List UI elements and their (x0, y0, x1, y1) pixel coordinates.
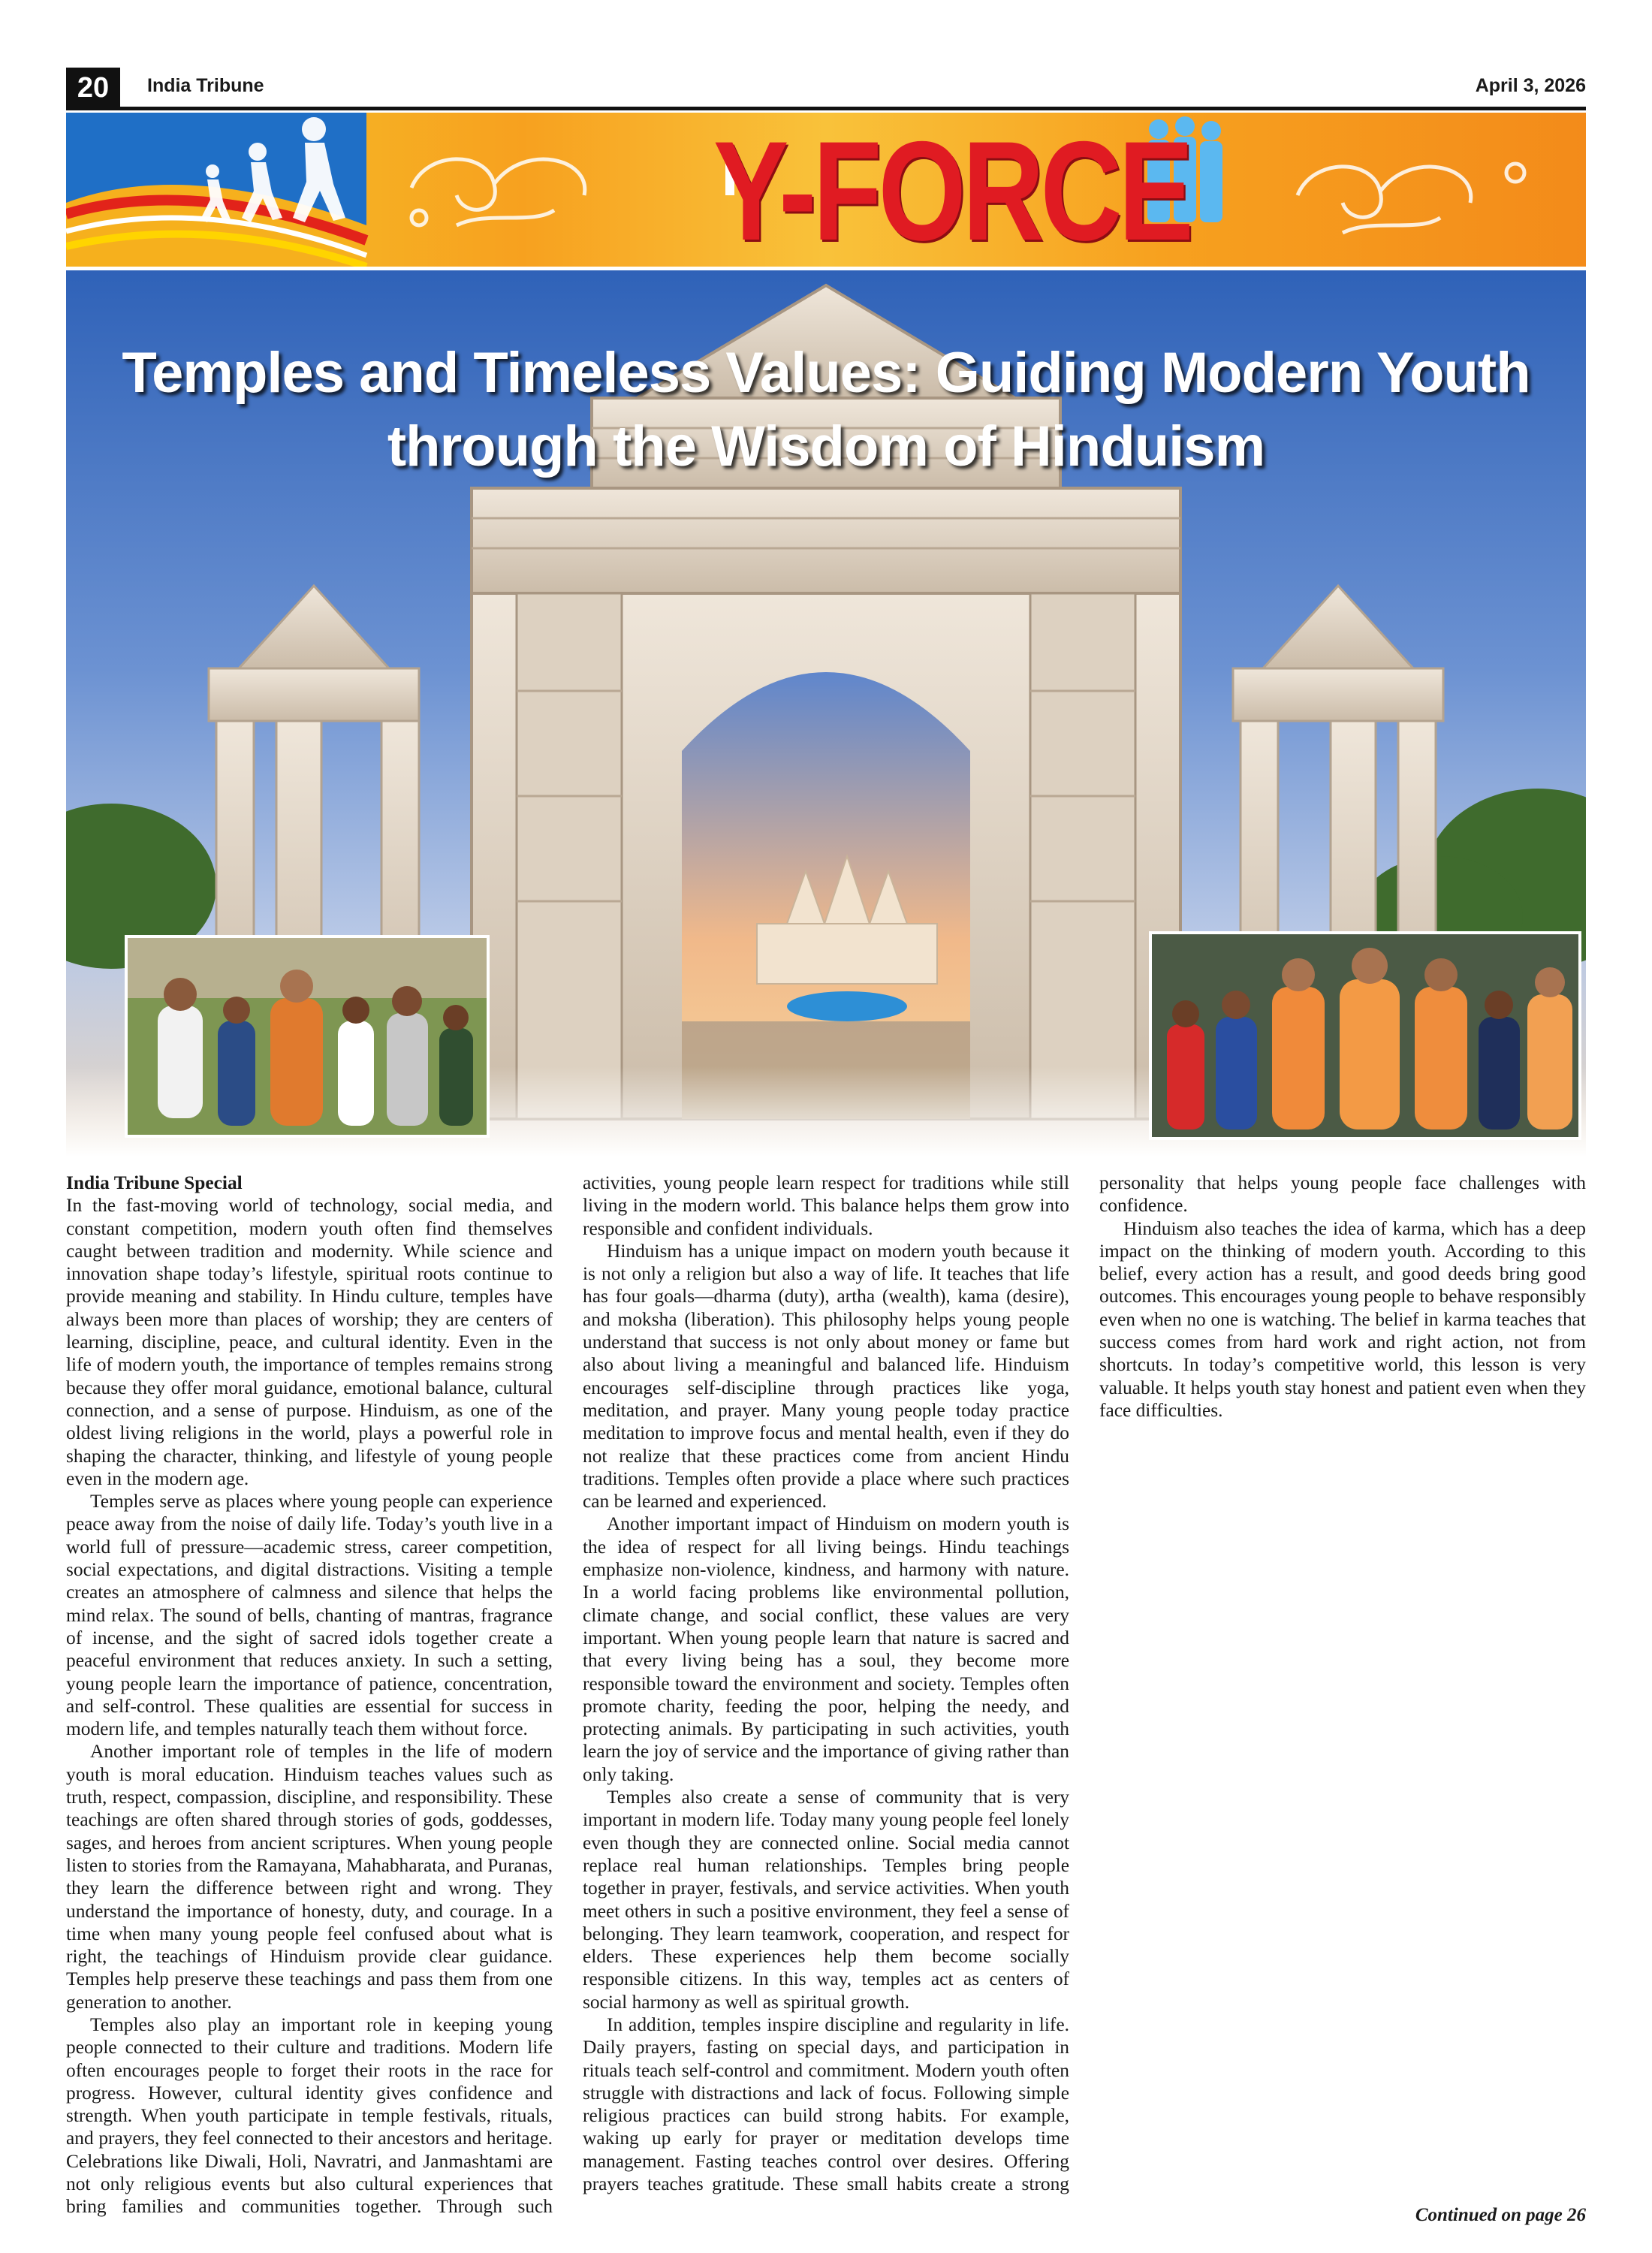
article-body (66, 1172, 1586, 2223)
article-paragraph: Another important impact of Hinduism on modern youth is the idea of respect for all living beings. Hindu teachings emphasize non-violence, kindness, and harmony with nature. In a world facing problems like environmental pollution, climate change, and social conflict, these values are very important. When young people learn that nature is sacred and that every living being has a soul, they become more responsible toward the environment and society. Temples often promote charity, feeding the poor, helping the needy, and protecting animals. By participating in such activities, youth learn the joy of service and the importance of giving rather than only taking. (583, 1513, 1069, 1785)
group-photo-children-illustration (128, 938, 487, 1135)
hero-photo (66, 270, 1586, 1157)
article-paragraph: Temples also play an important role in keeping young people connected to their culture and traditions. Modern life often encourages people to forget their roots in the race for progress. However, cultural identity gives confidence and strength. When youth participate in temple festivals, rituals, and prayers, they feel connected to their ancestors and heritage. Celebrations like Diwali, Holi, Navratri, and Janmashtami are not only religious events but also cultural experiences that bring families and communities together. Through such activities, young people learn respect for traditions while still living in the modern world. This balance helps them grow into responsible and confident individuals. (66, 1172, 1069, 2218)
article-headline (66, 336, 1586, 484)
publication-name: India Tribune (147, 75, 264, 96)
issue-date: April 3, 2026 (1475, 75, 1586, 96)
article-paragraph: India Tribune Special In the fast-moving world of technology, social media, and constant competition, modern youth often find themselves caught between tradition and modernity. While science and innovation shape today’s lifestyle, spiritual roots continue to provide meaning and stability. In Hindu culture, temples have always been more than places of worship; they are centers of learning, discipline, peace, and cultural identity. Even in the life of modern youth, the importance of temples remains strong because they offer moral guidance, emotional balance, cultural connection, and a sense of purpose. Hinduism, as one of the oldest living religions in the world, plays a powerful role in shaping the character, thinking, and lifestyle of young people even in the modern age. (66, 1172, 553, 1489)
group-photo-swamis-illustration (1152, 934, 1578, 1137)
continued-note[interactable]: Continued on page 26 (1415, 2205, 1586, 2225)
article-paragraph: Temples also create a sense of community that is very important in modern life. Today many young people feel lonely even though they are connected online. Social media cannot replace real human relationships. Temples bring people together in prayer, festivals, and service activities. When youth meet others in such a positive environment, they feel a sense of belonging. They learn teamwork, cooperation, and respect for elders. These experiences help them become socially responsible citizens. In this way, temples act as centers of social harmony as well as spiritual growth. (583, 1787, 1069, 2013)
ornament-right-icon (1298, 164, 1524, 233)
page-number: 20 (66, 68, 120, 108)
headline-line-1: Temples and Timeless Values: Guiding Modern Youth (122, 341, 1530, 405)
inset-photo-right (1149, 931, 1581, 1140)
ornament-left-icon (411, 159, 585, 225)
section-banner (66, 113, 1586, 267)
byline: India Tribune Special (66, 1172, 243, 1193)
article-paragraph: Hinduism has a unique impact on modern youth because it is not only a religion but also a way of life. It teaches that life has four goals—dharma (duty), artha (wealth), kama (desire), and moksha (liberation). This philosophy helps young people understand that success is not only about money or fame but also about living a meaningful and balanced life. Hinduism encourages self-discipline through practices like yoga, meditation, and prayer. Many young people today practice meditation to improve focus and mental health, even if they do not realize that these practices come from ancient Hindu traditions. Temples often provide a place where such practices can be learned and experienced. (583, 1240, 1069, 1513)
article-paragraph: In addition, temples inspire discipline and regularity in life. Daily prayers, fasting on special days, and participation in rituals teach self-control and commitment. Modern youth often struggle with distractions and lack of focus. Following simple religious practices can build strong habits. For example, waking up early for prayer or meditation develops time management. Fasting teaches control over desires. Offering prayers teaches gratitude. These small habits create a strong personality that helps young people face challenges with confidence. (583, 1172, 1586, 2195)
article-paragraph: Another important role of temples in the life of modern youth is moral education. Hinduism teaches values such as truth, respect, compassion, discipline, and responsibility. These teachings are often shared through stories of gods, goddesses, sages, and heroes from ancient scriptures. When young people listen to stories from the Ramayana, Mahabharata, and Puranas, they learn the difference between right and wrong. They understand the importance of honesty, duty, and courage. In a time when many young people feel confused about what is right, the teachings of Hinduism provide clear guidance. Temples help preserve these teachings and pass them from one generation to another. (66, 1741, 553, 2013)
inset-photo-left (125, 935, 490, 1138)
article-paragraph: Temples serve as places where young people can experience peace away from the noise of daily life. Today’s youth live in a world full of pressure—academic stress, career competition, social expectations, and digital distractions. Visiting a temple creates an atmosphere of calmness and silence that helps the mind relax. The sound of bells, chanting of mantras, fragrance of incense, and the sight of sacred idols together create a peaceful environment that reduces anxiety. In such a setting, young people learn the importance of patience, concentration, and self-control. These qualities are essential for success in modern life, and temples naturally teach them without force. (66, 1491, 553, 1740)
header-rule (66, 107, 1586, 110)
fountain (787, 991, 907, 1021)
section-title: Y-FORCE (713, 113, 1190, 267)
headline-line-2: through the Wisdom of Hinduism (387, 415, 1265, 478)
article-paragraph: Hinduism also teaches the idea of karma, which has a deep impact on the thinking of modern youth. According to this belief, every action has a result, and good deeds bring good outcomes. This encourages young people to behave responsibly even when no one is watching. The belief in karma teaches that success comes from hard work and right action, not from shortcuts. In today’s competitive world, this lesson is very valuable. It helps youth stay honest and patient even when they face difficulties. (1099, 1217, 1586, 1421)
running-header (66, 68, 1586, 110)
